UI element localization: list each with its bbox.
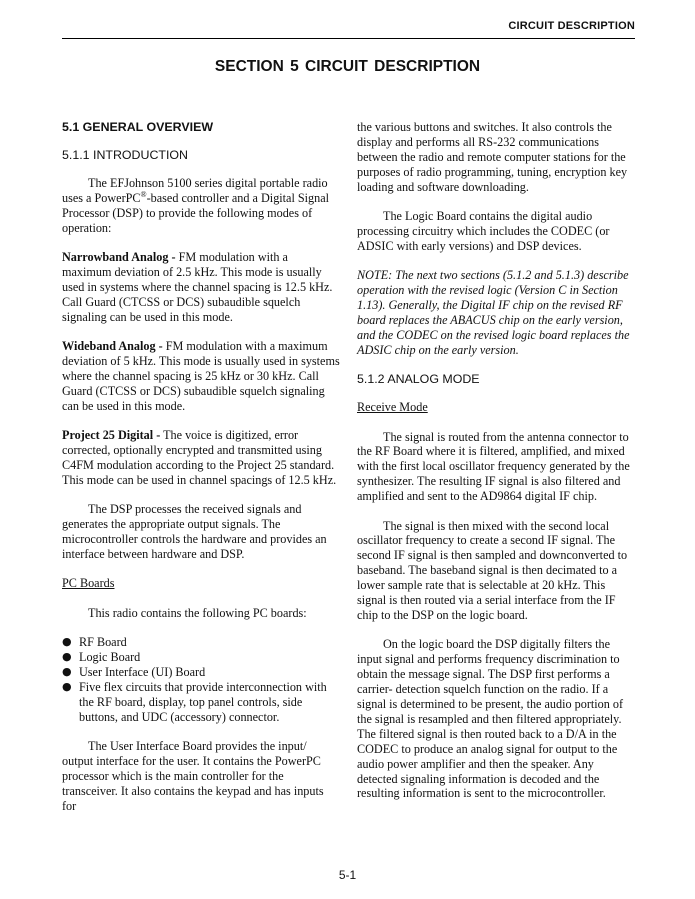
receive-paragraph-2: The signal is then mixed with the second local oscillator frequency to create a second IF signal. The second IF signal is then sampled and downconverted to baseband. The baseband signal is then decimated to a lower sample rate that is selectable at 20 kHz. This signal is then routed via a serial interface from the IF chip to the DSP on the logic board. bbox=[357, 518, 628, 622]
section-title: SECTION 5 CIRCUIT DESCRIPTION bbox=[214, 58, 481, 75]
bullet-icon: ● bbox=[62, 679, 72, 693]
receive-paragraph-1: The signal is routed from the antenna connector to the RF Board where it is filtered, amplified, and mixed with the first local oscillator frequency generated by the synthesizer. The resulting IF signal is also filtered and amplified and sent to the AD9864 digital IF chip. bbox=[357, 429, 630, 504]
intro-paragraph bbox=[62, 176, 340, 236]
right-column bbox=[357, 120, 635, 816]
page-number: 5-1 bbox=[338, 868, 357, 882]
ui-board-paragraph: The User Interface Board provides the input/ output interface for the user. It contains the PowerPC processor which is the main controller for the transceiver. It also contains the keypad and has inputs for bbox=[62, 739, 324, 813]
left-column bbox=[62, 120, 340, 828]
list-item: ● Logic Board bbox=[62, 649, 141, 664]
list-item: ● User Interface (UI) Board bbox=[62, 664, 206, 679]
list-item: ● Five flex circuits that provide interconnection with the RF board, display, top panel controls, side buttons, and UDC (accessory) connector. bbox=[62, 679, 327, 724]
intro-text-post: -based controller and a Digital Signal Processor (DSP) to provide the following modes of operation: bbox=[62, 190, 330, 235]
list-item: ● RF Board bbox=[62, 635, 127, 650]
heading-introduction: 5.1.1 INTRODUCTION bbox=[62, 147, 188, 162]
intro-text-pre: The EFJohnson 5100 series digital portable radio uses a PowerPC bbox=[62, 175, 328, 205]
narrowband-text: FM modulation with a maximum deviation of 2.5 kHz. This mode is usually used in systems where the channel spacing is 12.5 kHz. Call Guard (CTCSS or DCS) subaudible squelch signaling can be used in this mode. bbox=[62, 249, 333, 324]
wideband-label: Wideband Analog - bbox=[62, 338, 163, 353]
header-title: CIRCUIT DESCRIPTION bbox=[508, 20, 635, 32]
bullet-icon: ● bbox=[62, 664, 72, 678]
wideband-paragraph bbox=[62, 339, 340, 414]
p25-label: Project 25 Digital - bbox=[62, 428, 161, 442]
page-header bbox=[62, 18, 635, 39]
receive-paragraph-3: On the logic board the DSP digitally filters the input signal and performs frequency discrimination to obtain the message signal. The DSP first performs a carrier- detection squelch function on the radio. If a signal is determined to be present, the audio portion of the signal is resampled and then filtered appropriately. The filtered signal is then routed back to a D/A in the CODEC to produce an analog signal for output to the audio power amplifier and then the speaker. Any detected signaling information is decoded and the resulting information is sent to the microcontroller. bbox=[357, 637, 624, 801]
heading-general-overview: 5.1 GENERAL OVERVIEW bbox=[62, 120, 214, 134]
wideband-text: FM modulation with a maximum deviation of 5 kHz. This mode is usually used in systems where the channel spacing is 25 kHz or 30 kHz. Call Guard (CTCSS or DCS) subaudible squelch signaling can be used in this mode. bbox=[62, 338, 340, 413]
receive-mode-heading: Receive Mode bbox=[357, 400, 428, 415]
dsp-paragraph: The DSP processes the received signals and generates the appropriate output signals. The microcontroller controls the hardware and provides an interface between hardware and DSP. bbox=[62, 502, 327, 561]
p25-text: The voice is digitized, error corrected, optionally encrypted and transmitted using C4FM modulation according to the Project 25 standard. This mode can be used in channel spacings of 12.5 kHz. bbox=[62, 428, 337, 487]
bullet-icon: ● bbox=[62, 649, 72, 663]
note-paragraph: NOTE: The next two sections (5.1.2 and 5.1.3) describe operation with the revised logic (Version C in Section 1.13). Generally, the Digital IF chip on the revised RF board replaces the ABACUS chip on the early version, and the CODEC on the revised logic board replaces the ADSIC chip on the early version. bbox=[357, 268, 630, 357]
pc-boards-heading: PC Boards bbox=[62, 576, 115, 591]
logic-board-paragraph: The Logic Board contains the digital audio processing circuitry which includes the CODEC (or ADSIC with early versions) and DSP devices. bbox=[357, 209, 610, 253]
pc-boards-list bbox=[62, 635, 340, 724]
narrowband-label: Narrowband Analog - bbox=[62, 249, 176, 264]
pc-boards-intro: This radio contains the following PC boards: bbox=[88, 605, 307, 620]
p25-paragraph bbox=[62, 428, 340, 488]
bullet-icon: ● bbox=[62, 635, 72, 649]
heading-analog-mode: 5.1.2 ANALOG MODE bbox=[357, 372, 480, 387]
continued-paragraph: the various buttons and switches. It also controls the display and performs all RS-232 communications between the radio and remote computer stations for the purposes of radio programming, tuning, encryption key loading and software downloading. bbox=[357, 120, 628, 194]
registered-mark: ® bbox=[140, 189, 147, 199]
narrowband-paragraph bbox=[62, 250, 340, 325]
